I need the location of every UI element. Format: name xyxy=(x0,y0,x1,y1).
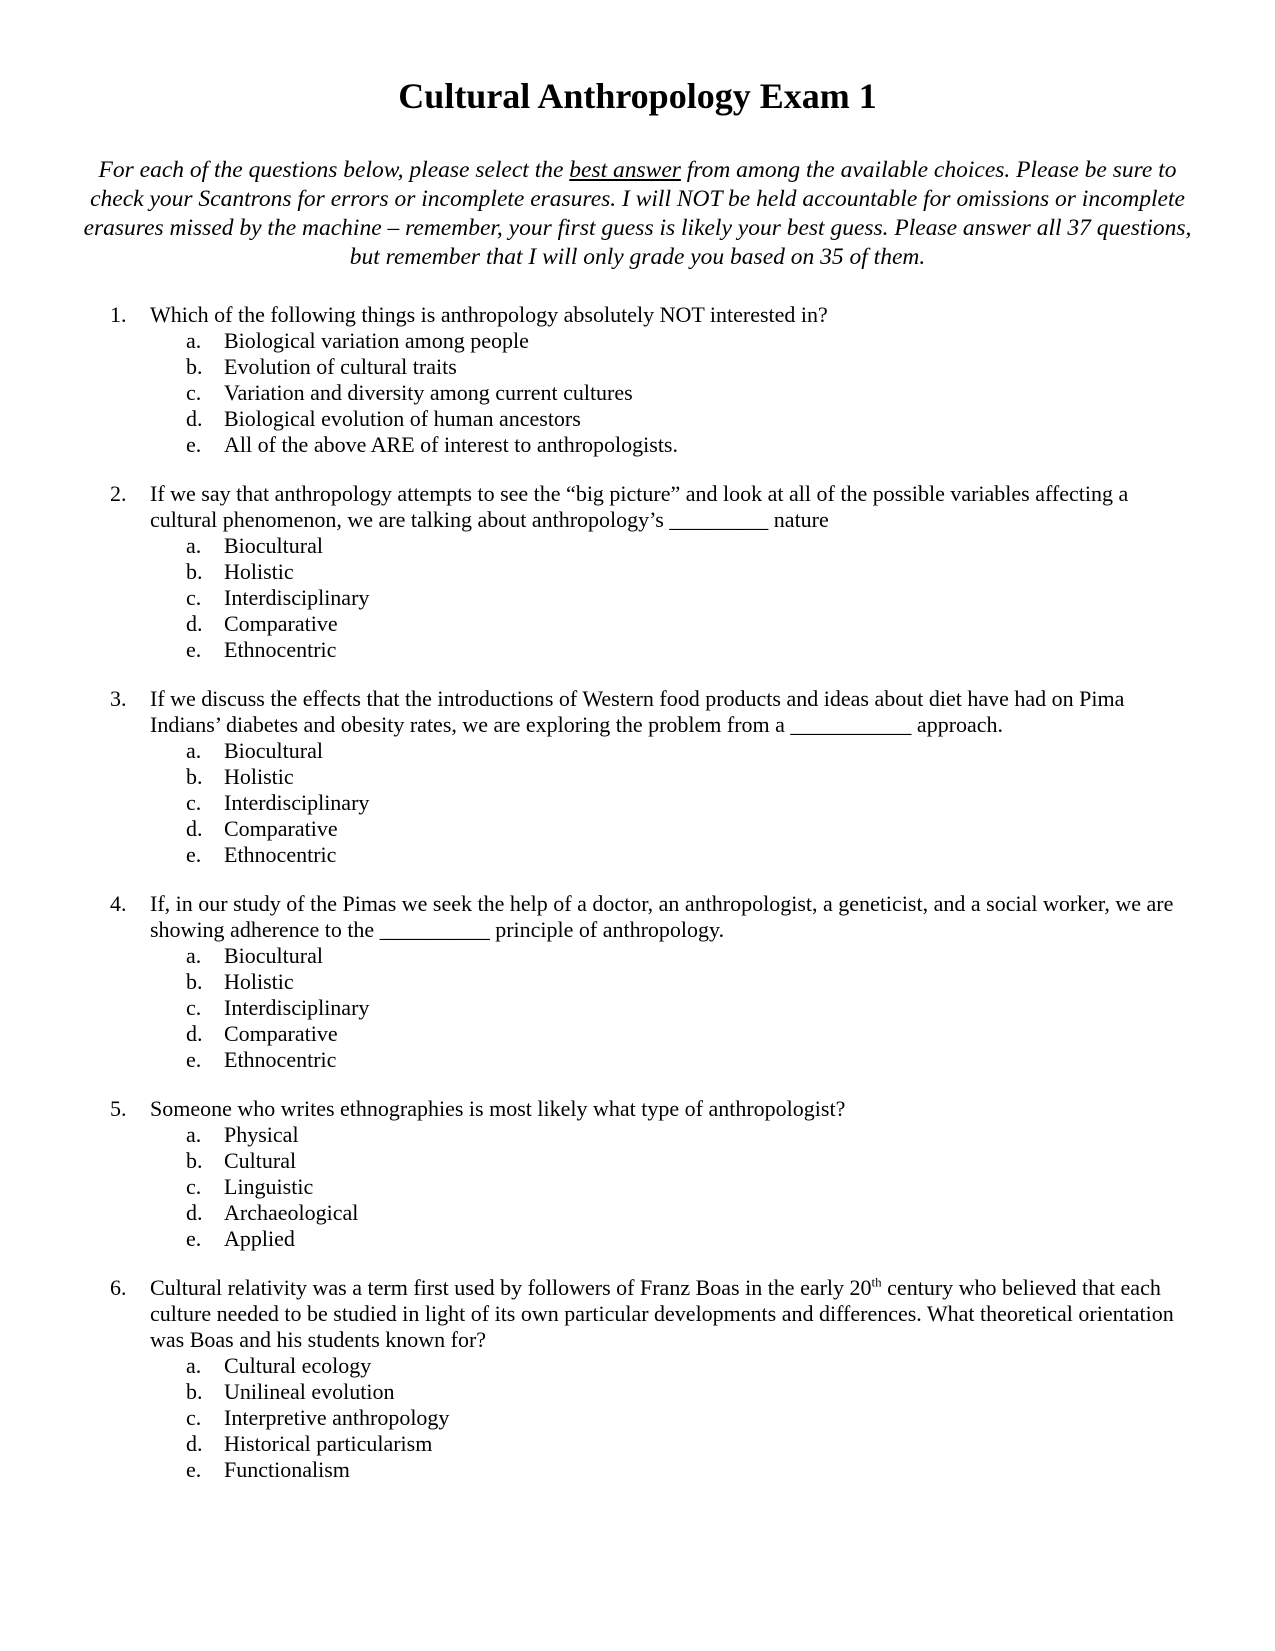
option-text: Cultural ecology xyxy=(224,1353,372,1378)
option-text: Biocultural xyxy=(224,533,323,558)
answer-option-e xyxy=(0,637,1275,663)
option-text: Ethnocentric xyxy=(224,637,337,662)
answer-option-e xyxy=(0,1047,1275,1073)
answer-option-c xyxy=(0,585,1275,611)
answer-options xyxy=(0,328,1275,458)
answer-option-b xyxy=(0,559,1275,585)
answer-option-c xyxy=(0,1174,1275,1200)
option-letter: e. xyxy=(186,1047,202,1072)
question-number: 2. xyxy=(110,481,127,506)
option-text: Unilineal evolution xyxy=(224,1379,395,1404)
option-letter: d. xyxy=(186,406,203,431)
option-letter: e. xyxy=(186,842,202,867)
option-text: Biological evolution of human ancestors xyxy=(224,406,581,431)
option-letter: a. xyxy=(186,328,202,353)
question-5 xyxy=(0,1096,1275,1252)
answer-option-e xyxy=(0,432,1275,458)
option-text: Holistic xyxy=(224,764,294,789)
option-text: Ethnocentric xyxy=(224,842,337,867)
option-text: Holistic xyxy=(224,559,294,584)
option-letter: c. xyxy=(186,585,202,610)
question-text: If we discuss the effects that the introductions of Western food products and ideas about diet have had on Pima Indians’ diabetes and obesity rates, we are exploring the problem from a ___________ approach. xyxy=(150,686,1125,737)
instructions-emphasis: best answer xyxy=(569,157,681,183)
answer-option-c xyxy=(0,380,1275,406)
answer-option-a xyxy=(0,533,1275,559)
option-text: Comparative xyxy=(224,611,338,636)
answer-option-e xyxy=(0,1457,1275,1483)
question-1 xyxy=(0,302,1275,458)
option-text: Functionalism xyxy=(224,1457,350,1482)
question-number: 4. xyxy=(110,891,127,916)
option-letter: b. xyxy=(186,764,203,789)
option-letter: d. xyxy=(186,611,203,636)
question-text: Which of the following things is anthropology absolutely NOT interested in? xyxy=(150,302,828,327)
option-letter: d. xyxy=(186,1200,203,1225)
answer-option-d xyxy=(0,816,1275,842)
option-text: Interdisciplinary xyxy=(224,585,370,610)
answer-options xyxy=(0,533,1275,663)
option-letter: b. xyxy=(186,354,203,379)
option-text: Comparative xyxy=(224,1021,338,1046)
option-text: All of the above ARE of interest to anthropologists. xyxy=(224,432,678,457)
question-text: If we say that anthropology attempts to see the “big picture” and look at all of the possible variables affecting a cultural phenomenon, we are talking about anthropology’s _________ nature xyxy=(150,481,1129,532)
question-text-after: century who believed that each culture needed to be studied in light of its own particular developments and differences. What theoretical orientation was Boas and his students known for? xyxy=(150,1275,1174,1352)
option-letter: b. xyxy=(186,1379,203,1404)
answer-option-e xyxy=(0,842,1275,868)
option-letter: a. xyxy=(186,943,202,968)
option-text: Variation and diversity among current cultures xyxy=(224,380,633,405)
answer-option-a xyxy=(0,1122,1275,1148)
answer-option-e xyxy=(0,1226,1275,1252)
option-letter: d. xyxy=(186,1431,203,1456)
option-text: Biocultural xyxy=(224,943,323,968)
question-list xyxy=(0,302,1275,1506)
option-text: Historical particularism xyxy=(224,1431,433,1456)
question-6 xyxy=(0,1275,1275,1483)
option-letter: a. xyxy=(186,738,202,763)
option-letter: e. xyxy=(186,432,202,457)
instructions-text-after: from among the available choices. Please be sure to check your Scantrons for errors or incomplete erasures. I will NOT be held accountable for omissions or incomplete erasures missed by the machine – remember, your first guess is likely your best guess. Please answer all 37 questions, but remember that I will only grade you based on 35 of them. xyxy=(83,157,1192,270)
answer-option-d xyxy=(0,406,1275,432)
option-letter: a. xyxy=(186,533,202,558)
option-letter: e. xyxy=(186,1226,202,1251)
option-letter: d. xyxy=(186,816,203,841)
question-text xyxy=(150,1275,1180,1353)
instructions-text-before: For each of the questions below, please select the xyxy=(98,157,570,183)
option-text: Archaeological xyxy=(224,1200,359,1225)
option-letter: c. xyxy=(186,790,202,815)
option-text: Applied xyxy=(224,1226,295,1251)
answer-options xyxy=(0,1353,1275,1483)
option-letter: c. xyxy=(186,1174,202,1199)
question-3 xyxy=(0,686,1275,868)
option-letter: b. xyxy=(186,1148,203,1173)
answer-option-b xyxy=(0,354,1275,380)
question-text-before: Cultural relativity was a term first used by followers of Franz Boas in the early 20 xyxy=(150,1275,872,1300)
answer-option-c xyxy=(0,995,1275,1021)
option-text: Ethnocentric xyxy=(224,1047,337,1072)
question-text: Someone who writes ethnographies is most likely what type of anthropologist? xyxy=(150,1096,846,1121)
question-number: 3. xyxy=(110,686,127,711)
option-letter: c. xyxy=(186,995,202,1020)
answer-option-d xyxy=(0,1021,1275,1047)
question-number: 5. xyxy=(110,1096,127,1121)
option-letter: b. xyxy=(186,969,203,994)
option-letter: c. xyxy=(186,1405,202,1430)
answer-option-d xyxy=(0,1431,1275,1457)
option-text: Linguistic xyxy=(224,1174,314,1199)
option-letter: e. xyxy=(186,1457,202,1482)
answer-options xyxy=(0,738,1275,868)
option-letter: c. xyxy=(186,380,202,405)
option-text: Evolution of cultural traits xyxy=(224,354,457,379)
answer-option-c xyxy=(0,1405,1275,1431)
option-text: Cultural xyxy=(224,1148,297,1173)
answer-option-d xyxy=(0,611,1275,637)
exam-title: Cultural Anthropology Exam 1 xyxy=(398,76,877,116)
answer-option-a xyxy=(0,738,1275,764)
exam-instructions xyxy=(78,156,1197,272)
question-4 xyxy=(0,891,1275,1073)
option-text: Interdisciplinary xyxy=(224,995,370,1020)
answer-option-a xyxy=(0,328,1275,354)
answer-option-b xyxy=(0,969,1275,995)
option-text: Interpretive anthropology xyxy=(224,1405,450,1430)
answer-option-d xyxy=(0,1200,1275,1226)
option-text: Biological variation among people xyxy=(224,328,529,353)
option-letter: a. xyxy=(186,1122,202,1147)
answer-option-b xyxy=(0,1379,1275,1405)
answer-options xyxy=(0,943,1275,1073)
answer-option-b xyxy=(0,1148,1275,1174)
answer-option-a xyxy=(0,943,1275,969)
option-letter: d. xyxy=(186,1021,203,1046)
question-number: 6. xyxy=(110,1275,127,1300)
answer-option-c xyxy=(0,790,1275,816)
ordinal-suffix: th xyxy=(871,1274,882,1290)
option-text: Physical xyxy=(224,1122,299,1147)
option-text: Comparative xyxy=(224,816,338,841)
question-number: 1. xyxy=(110,302,127,327)
option-text: Interdisciplinary xyxy=(224,790,370,815)
option-text: Biocultural xyxy=(224,738,323,763)
option-letter: b. xyxy=(186,559,203,584)
option-text: Holistic xyxy=(224,969,294,994)
option-letter: a. xyxy=(186,1353,202,1378)
answer-option-b xyxy=(0,764,1275,790)
question-text: If, in our study of the Pimas we seek the help of a doctor, an anthropologist, a geneticist, and a social worker, we are showing adherence to the __________ principle of anthropology. xyxy=(150,891,1174,942)
answer-options xyxy=(0,1122,1275,1252)
option-letter: e. xyxy=(186,637,202,662)
answer-option-a xyxy=(0,1353,1275,1379)
question-2 xyxy=(0,481,1275,663)
